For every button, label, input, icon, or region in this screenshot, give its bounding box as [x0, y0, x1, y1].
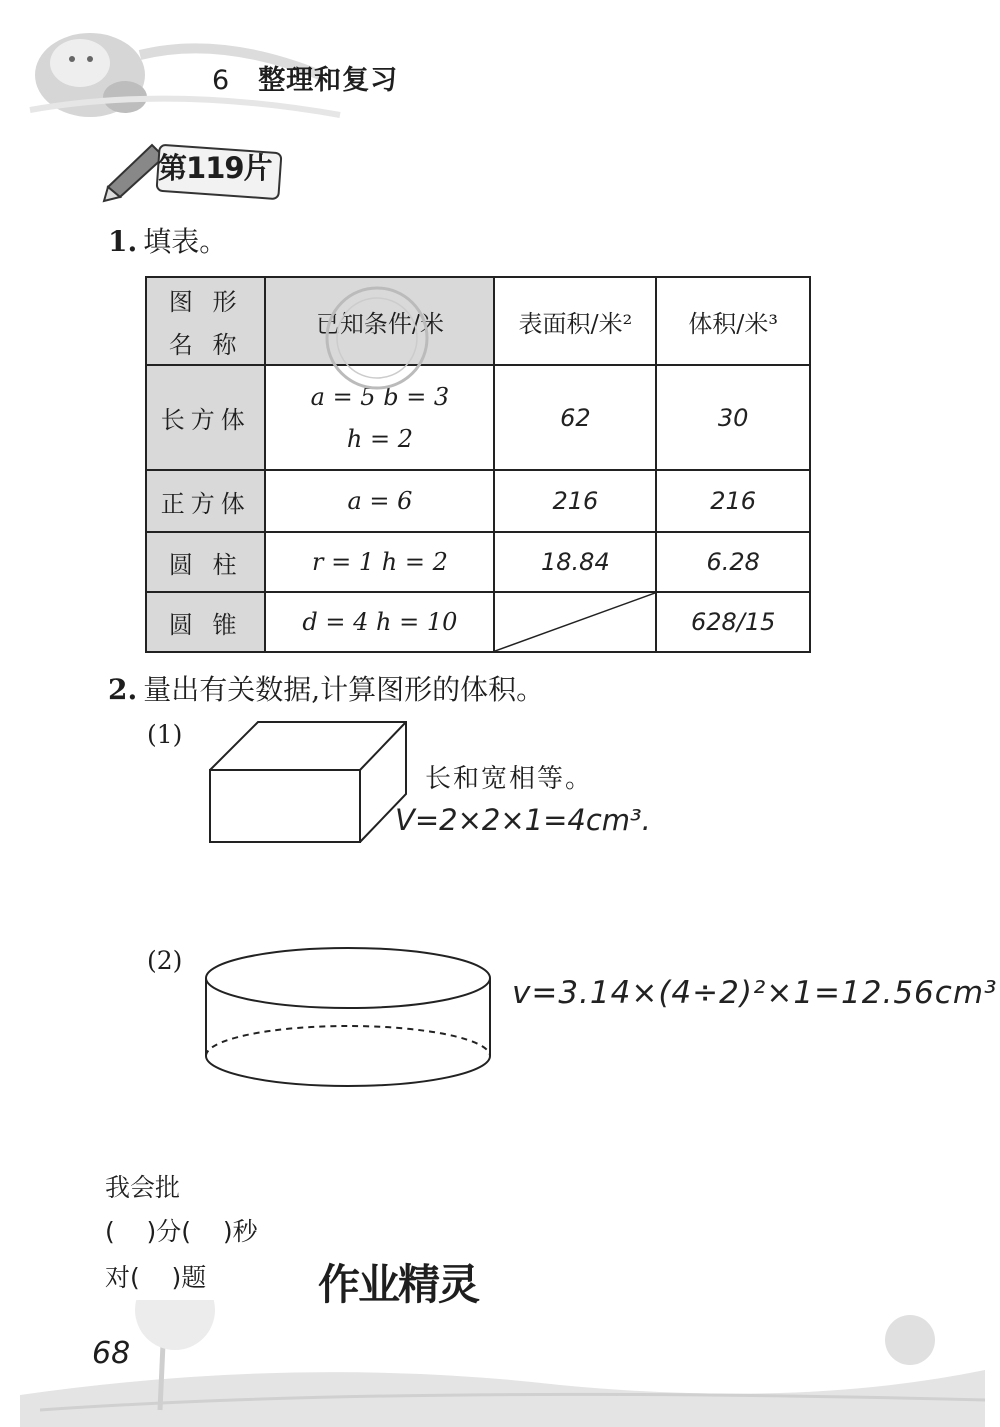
- cylinder-figure: [206, 948, 490, 1086]
- figure-2-answer: v=3.14×(4÷2)²×1=12.56cm³: [512, 975, 998, 1011]
- figure-1-label: (1): [147, 720, 183, 749]
- row-volume-answer: 216: [656, 470, 810, 532]
- grading-time: ( )分( )秒: [105, 1217, 258, 1246]
- row-shape-name: 长方体: [146, 365, 265, 470]
- handwritten-signature: 作业精灵: [318, 1260, 479, 1309]
- header-volume: 体积/米³: [656, 277, 810, 365]
- row-shape-name: 圆 锥: [146, 592, 265, 652]
- row-condition: d = 4 h = 10: [265, 592, 494, 652]
- question-2-text: 量出有关数据,计算图形的体积。: [143, 673, 545, 706]
- question-1-number: 1.: [108, 225, 138, 258]
- footer-landscape-decoration: [0, 1300, 1000, 1427]
- row-surface-answer: 216: [494, 470, 656, 532]
- row-volume-answer: 6.28: [656, 532, 810, 592]
- row-condition-line1: a = 5 b = 3: [310, 382, 450, 411]
- badge-prefix: 第: [158, 151, 187, 185]
- row-volume-answer: 628/15: [656, 592, 810, 652]
- header-condition: 已知条件/米: [265, 277, 494, 365]
- row-shape-name: 圆 柱: [146, 532, 265, 592]
- row-shape-name: 正方体: [146, 470, 265, 532]
- page-number: 68: [92, 1336, 131, 1371]
- badge-suffix: 片: [243, 151, 272, 185]
- row-volume-answer: 30: [656, 365, 810, 470]
- row-condition: r = 1 h = 2: [265, 532, 494, 592]
- row-condition: a = 6: [265, 470, 494, 532]
- row-condition-line2: h = 2: [346, 424, 413, 453]
- row-surface-answer: 62: [494, 365, 656, 470]
- header-shape-name-line2: 名 称: [168, 331, 243, 359]
- row-surface-answer: 18.84: [494, 532, 656, 592]
- question-1-text: 填表。: [143, 225, 228, 258]
- cuboid-figure: [210, 722, 406, 842]
- header-surface: 表面积/米²: [494, 277, 656, 365]
- header-shape-name-line1: 图 形: [168, 288, 243, 316]
- chapter-number: 6: [212, 65, 231, 96]
- figure-1-answer: V=2×2×1=4cm³.: [395, 803, 651, 837]
- figure-1-note: 长和宽相等。: [425, 764, 594, 794]
- chapter-title: 整理和复习: [258, 65, 399, 96]
- grading-title: 我会批: [105, 1173, 181, 1202]
- figure-2-label: (2): [147, 946, 183, 975]
- grading-correct: 对( )题: [105, 1263, 207, 1292]
- badge-number: 119: [186, 151, 244, 185]
- question-2-number: 2.: [108, 673, 138, 706]
